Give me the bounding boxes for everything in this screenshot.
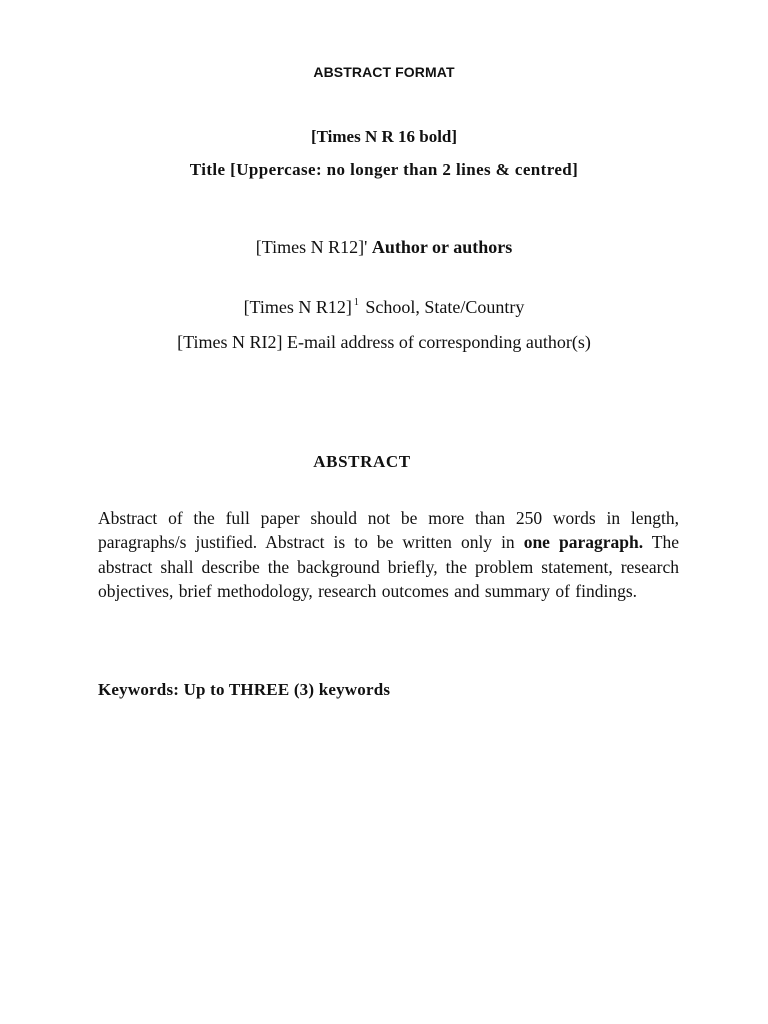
format-heading: ABSTRACT FORMAT [313,64,455,80]
author-line [0,237,768,258]
school-font-note: [Times N R12] [243,297,352,317]
abstract-paragraph [98,506,679,603]
keywords-line: Keywords: Up to THREE (3) keywords [98,680,391,699]
author-label: Author or authors [371,237,513,257]
school-label: School, State/Country [365,297,525,317]
title-font-note: [Times N R 16 bold] [310,127,458,146]
author-font-note: [Times N R12]' [255,237,368,257]
school-superscript: 1 [353,297,359,308]
abstract-text-part1: Abstract of the full paper should not be more than 250 words in length, paragraphs/s justified. Abstract is to be written only in [98,508,679,553]
title-instruction: Title [Uppercase: no longer than 2 lines & centred] [189,160,579,179]
email-font-note: [Times N RI2] [177,332,283,352]
abstract-heading: ABSTRACT [313,452,411,471]
abstract-text-part2: The abstract shall describe the background briefly, the problem statement, research objectives, brief methodology, research outcomes and summary of findings. [98,532,679,601]
abstract-text-bold: one paragraph. [523,532,644,553]
email-line [0,332,768,353]
email-label: E-mail address of corresponding author(s) [286,332,591,352]
school-line [0,297,768,318]
